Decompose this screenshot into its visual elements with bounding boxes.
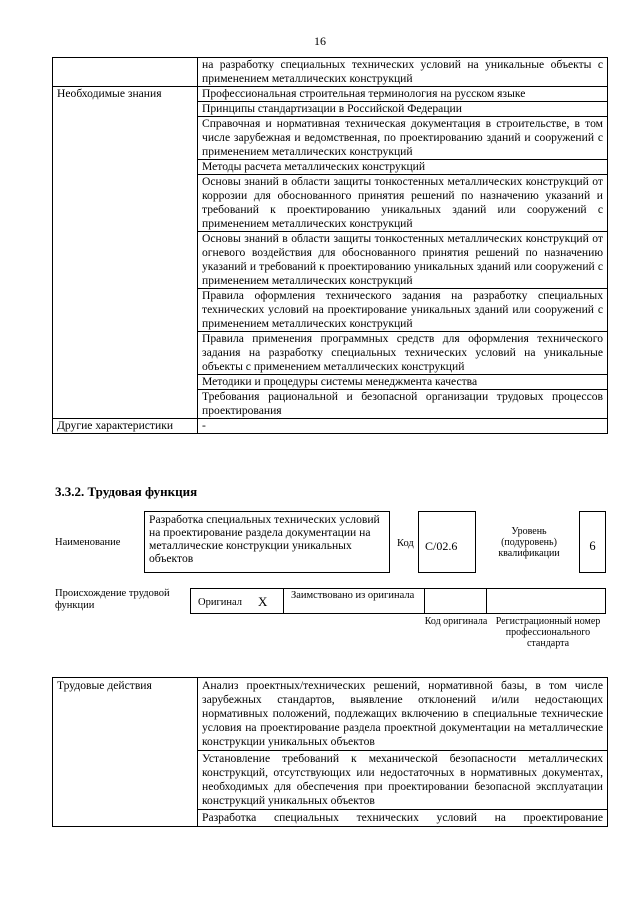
knowledge-item: Методы расчета металлических конструкций <box>198 160 608 175</box>
continuation-cell: на разработку специальных технических условий на уникальные объекты с применением металлических конструкций <box>198 58 608 87</box>
table-cell-empty <box>53 58 198 87</box>
code-box <box>418 511 476 573</box>
table-row <box>53 87 608 102</box>
table-row <box>53 58 608 87</box>
level-label: Уровень (подуровень) квалификации <box>498 526 560 559</box>
labor-actions-table <box>52 677 608 827</box>
code-value: C/02.6 <box>425 539 458 553</box>
labor-action: Разработка специальных технических условий на проектирование <box>198 810 608 827</box>
original-label: Оригинал <box>198 597 242 608</box>
labor-label: Трудовые действия <box>53 678 198 827</box>
knowledge-item: Принципы стандартизации в Российской Федерации <box>198 102 608 117</box>
divider <box>486 588 487 614</box>
knowledge-item: Правила применения программных средств для оформления технического задания на разработку специальных технических условий на уникальные объекты с применением металлических конструкций <box>198 332 608 375</box>
other-label: Другие характеристики <box>53 419 198 434</box>
other-value: - <box>198 419 608 434</box>
level-value: 6 <box>589 539 596 553</box>
level-box <box>579 511 606 573</box>
code-label: Код <box>397 538 414 549</box>
knowledge-table <box>52 57 608 434</box>
knowledge-item: Справочная и нормативная техническая документация в строительстве, в том числе зарубежная и ведомственная, по проектированию зданий и сооружений с применением металлических конструкций <box>198 117 608 160</box>
knowledge-item: Требования рациональной и безопасной организации трудовых процессов проектирования <box>198 390 608 419</box>
knowledge-item: Правила оформления технического задания на разработку специальных технических условий на проектирование уникальных зданий или сооружений с применением металлических конструкций <box>198 289 608 332</box>
knowledge-item: Основы знаний в области защиты тонкостенных металлических конструкций от огневого воздействия для обоснованного принятия решений по назначению указаний и требований к проектированию уникальных зданий или сооружений с применением металлических конструкций <box>198 232 608 289</box>
name-label: Наименование <box>55 537 121 548</box>
original-mark: X <box>258 594 268 609</box>
name-box <box>144 511 390 573</box>
name-value: Разработка специальных технических условий на проектирование раздела документации на металлические конструкции уникальных объектов <box>149 513 380 565</box>
page-number: 16 <box>314 34 326 48</box>
divider <box>424 588 425 614</box>
table-row <box>53 678 608 751</box>
origin-label: Происхождение трудовой функции <box>55 588 170 611</box>
knowledge-item: Методики и процедуры системы менеджмента качества <box>198 375 608 390</box>
knowledge-label: Необходимые знания <box>53 87 198 419</box>
section-heading: 3.3.2. Трудовая функция <box>55 484 198 499</box>
knowledge-item: Основы знаний в области защиты тонкостенных металлических конструкций от коррозии для обоснованного принятия решений по назначению указаний и требований к проектированию уникальных зданий или сооружений с применением металлических конструкций <box>198 175 608 232</box>
knowledge-item: Профессиональная строительная терминология на русском языке <box>198 87 608 102</box>
table-row <box>53 419 608 434</box>
labor-action: Анализ проектных/технических решений, нормативной базы, в том числе зарубежных стандартов, выявление отклонений и/или недостающих нормативных положений, подлежащих включению в специальные технические условия на проектирование раздела проектной документации на металлические конструкции уникальных объектов <box>198 678 608 751</box>
origin-code-caption: Код оригинала <box>424 616 488 627</box>
divider <box>283 588 284 614</box>
borrowed-label: Заимствовано из оригинала <box>291 590 415 601</box>
reg-number-caption: Регистрационный номер профессионального стандарта <box>495 616 601 649</box>
labor-action: Установление требований к механической безопасности металлических конструкций, отсутствующих или недостаточных в нормативных документах, необходимых для обеспечения при проектировании безопасной эксплуатации конструкций уникальных объектов <box>198 751 608 810</box>
